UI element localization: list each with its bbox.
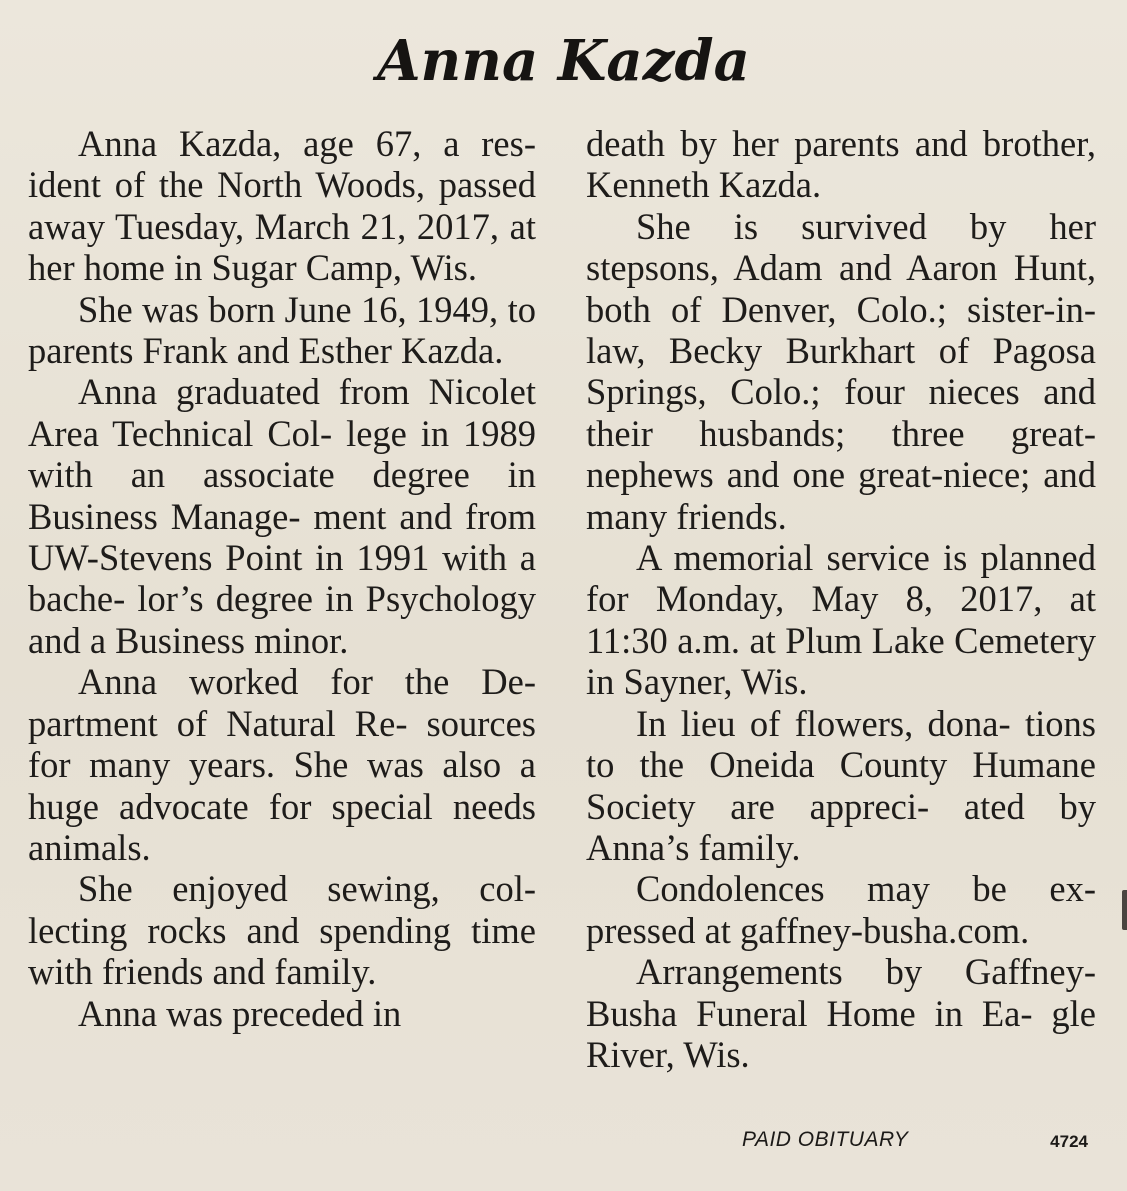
right-column	[586, 123, 1096, 1075]
paragraph-survivors: She is survived by her stepsons, Adam and Aaron Hunt, both of Denver, Colo.; sister-in-law, Becky Burkhart of Pagosa Springs, Colo.; four nieces and their husbands; three great-nephews and one great-niece; and many friends.	[586, 205, 1096, 537]
paragraph-memorial: A memorial service is planned for Monday, May 8, 2017, at 11:30 a.m. at Plum Lake Cemetery in Sayner, Wis.	[586, 537, 1096, 703]
paragraph-birth: She was born June 16, 1949, to parents Frank and Esther Kazda.	[28, 288, 536, 372]
ad-number: 4724	[1050, 1132, 1088, 1151]
paragraph-arrangements: Arrangements by Gaffney- Busha Funeral Home in Ea- gle River, Wis.	[586, 951, 1096, 1075]
paragraph-career: Anna worked for the De- partment of Natural Re- sources for many years. She was also a huge advocate for special needs animals.	[28, 661, 536, 868]
paragraph-hobbies: She enjoyed sewing, col- lecting rocks and spending time with friends and family.	[28, 868, 536, 993]
clipping-edge-mark	[1122, 890, 1127, 930]
paid-obituary-label: PAID OBITUARY	[742, 1128, 909, 1151]
paragraph-condolences: Condolences may be ex- pressed at gaffney-busha.com.	[586, 868, 1096, 951]
paragraph-donations: In lieu of flowers, dona- tions to the Oneida County Humane Society are appreci- ated by Anna’s family.	[586, 702, 1096, 868]
obituary-footer	[586, 1126, 1096, 1162]
paragraph-preceded-start: Anna was preceded in	[78, 992, 402, 1034]
left-column	[28, 123, 536, 1034]
obituary-title: Anna Kazda	[377, 28, 750, 94]
paragraph-intro: Anna Kazda, age 67, a res- ident of the North Woods, passed away Tuesday, March 21, 2017, at her home in Sugar Camp, Wis.	[28, 123, 536, 289]
paragraph-preceded-end: death by her parents and brother, Kenneth Kazda.	[586, 123, 1096, 206]
paragraph-education: Anna graduated from Nicolet Area Technical Col- lege in 1989 with an associate degree in Business Manage- ment and from UW-Stevens Point in 1991 with a bache- lor’s degree in Psychology and a Business minor.	[28, 371, 536, 661]
